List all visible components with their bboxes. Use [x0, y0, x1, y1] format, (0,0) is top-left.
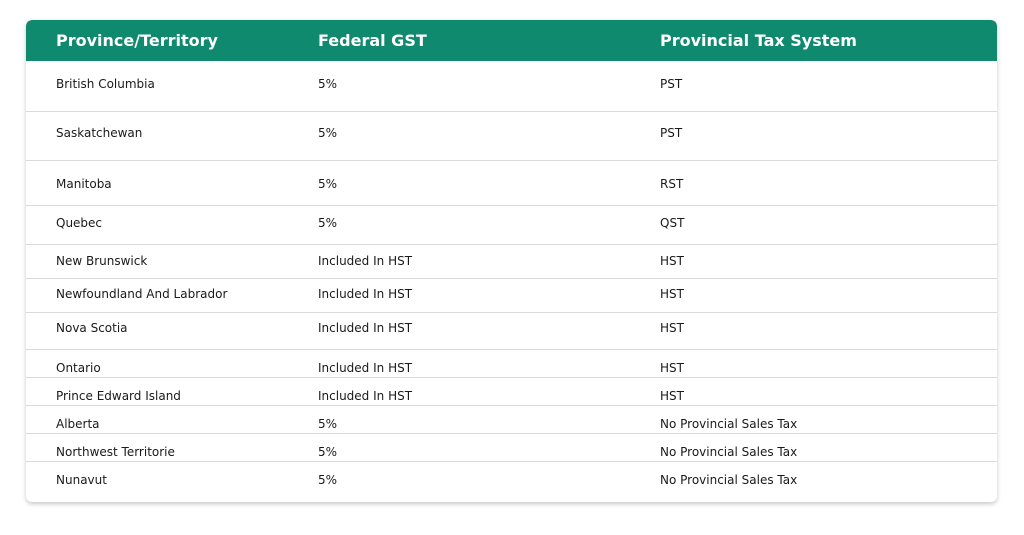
table-row [26, 279, 997, 313]
cell-province: Nova Scotia [56, 321, 128, 335]
cell-province: Saskatchewan [56, 126, 143, 140]
cell-federal-gst: Included In HST [318, 389, 413, 403]
cell-federal-gst: Included In HST [318, 287, 413, 301]
cell-province: New Brunswick [56, 254, 148, 268]
cell-province: Nunavut [56, 473, 107, 487]
cell-province: Prince Edward Island [56, 389, 181, 403]
cell-province: British Columbia [56, 77, 155, 91]
cell-provincial-tax: HST [660, 389, 684, 403]
table-row [26, 350, 997, 378]
table-row [26, 161, 997, 206]
cell-federal-gst: 5% [318, 177, 338, 191]
cell-federal-gst: Included In HST [318, 254, 413, 268]
table-row [26, 406, 997, 434]
table-row [26, 378, 997, 406]
cell-federal-gst: 5% [318, 473, 338, 487]
tax-table [26, 20, 997, 502]
cell-provincial-tax: PST [660, 126, 683, 140]
cell-federal-gst: Included In HST [318, 321, 413, 335]
column-header-province: Province/Territory [56, 31, 218, 50]
cell-provincial-tax: HST [660, 361, 684, 375]
cell-province: Alberta [56, 417, 100, 431]
cell-provincial-tax: HST [660, 254, 684, 268]
table-row [26, 112, 997, 161]
cell-provincial-tax: HST [660, 287, 684, 301]
cell-province: Quebec [56, 216, 103, 230]
cell-province: Newfoundland And Labrador [56, 287, 228, 301]
column-header-provincial-tax: Provincial Tax System [660, 31, 857, 50]
cell-provincial-tax: HST [660, 321, 684, 335]
table-row [26, 462, 997, 502]
cell-provincial-tax: No Provincial Sales Tax [660, 417, 798, 431]
cell-federal-gst: Included In HST [318, 361, 413, 375]
table-row [26, 245, 997, 279]
table-row [26, 61, 997, 112]
table-header [26, 20, 997, 61]
cell-provincial-tax: No Provincial Sales Tax [660, 473, 798, 487]
cell-federal-gst: 5% [318, 216, 338, 230]
cell-federal-gst: 5% [318, 445, 338, 459]
cell-provincial-tax: RST [660, 177, 684, 191]
cell-federal-gst: 5% [318, 417, 338, 431]
cell-province: Manitoba [56, 177, 112, 191]
cell-provincial-tax: PST [660, 77, 683, 91]
table-row [26, 434, 997, 462]
cell-province: Ontario [56, 361, 101, 375]
table-row [26, 206, 997, 245]
cell-federal-gst: 5% [318, 77, 338, 91]
table-row [26, 313, 997, 350]
column-header-federal-gst: Federal GST [318, 31, 427, 50]
cell-federal-gst: 5% [318, 126, 338, 140]
cell-province: Northwest Territorie [56, 445, 175, 459]
cell-provincial-tax: QST [660, 216, 685, 230]
cell-provincial-tax: No Provincial Sales Tax [660, 445, 798, 459]
